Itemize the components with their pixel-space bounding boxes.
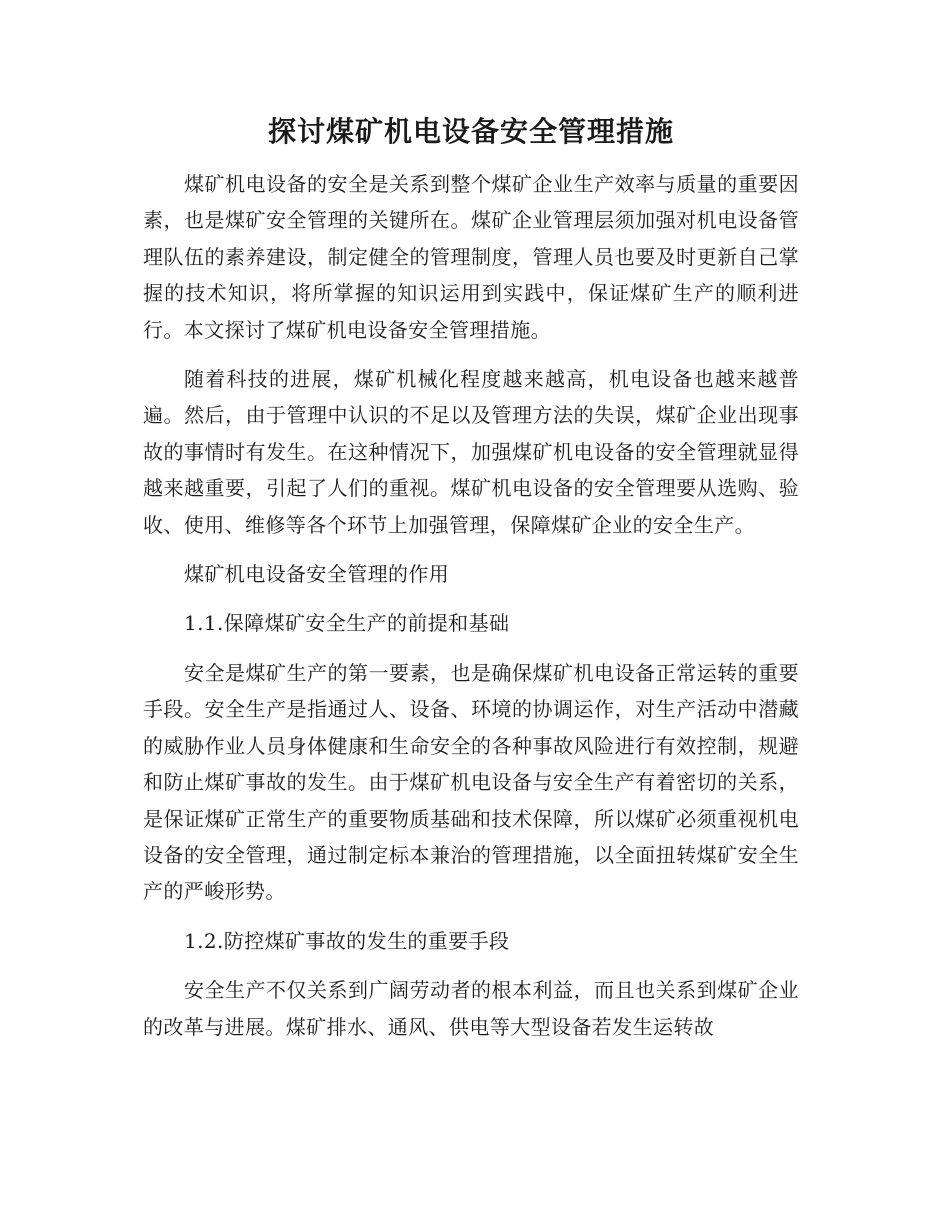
body-paragraph: 安全生产不仅关系到广阔劳动者的根本利益，而且也关系到煤矿企业的改革与进展。煤矿排水、通风、供电等大型设备若发生运转故 bbox=[143, 978, 799, 1039]
document-title: 探讨煤矿机电设备安全管理措施 bbox=[267, 115, 674, 148]
intro-paragraph: 煤矿机电设备的安全是关系到整个煤矿企业生产效率与质量的重要因素，也是煤矿安全管理的关键所在。煤矿企业管理层须加强对机电设备管理队伍的素养建设，制定健全的管理制度，管理人员也要及时更新自己掌握的技术知识，将所掌握的知识运用到实践中，保证煤矿生产的顺利进行。本文探讨了煤矿机电设备安全管理措施。 bbox=[143, 172, 799, 342]
background-paragraph: 随着科技的进展，煤矿机械化程度越来越高，机电设备也越来越普遍。然后，由于管理中认识的不足以及管理方法的失误，煤矿企业出现事故的事情时有发生。在这种情况下，加强煤矿机电设备的安全管理就显得越来越重要，引起了人们的重视。煤矿机电设备的安全管理要从选购、验收、使用、维修等各个环节上加强管理，保障煤矿企业的安全生产。 bbox=[143, 367, 799, 537]
document-body bbox=[143, 108, 799, 1045]
subsection-heading-1-2: 1.2.防控煤矿事故的发生的重要手段 bbox=[184, 928, 510, 953]
body-paragraph: 安全是煤矿生产的第一要素，也是确保煤矿机电设备正常运转的重要手段。安全生产是指通过人、设备、环境的协调运作，对生产活动中潜藏的威胁作业人员身体健康和生命安全的各种事故风险进行有效控制，规避和防止煤矿事故的发生。由于煤矿机电设备与安全生产有着密切的关系，是保证煤矿正常生产的重要物质基础和技术保障，所以煤矿必须重视机电设备的安全管理，通过制定标本兼治的管理措施，以全面扭转煤矿安全生产的严峻形势。 bbox=[143, 660, 799, 904]
section-heading: 煤矿机电设备安全管理的作用 bbox=[184, 562, 450, 587]
subsection-heading-1-1: 1.1.保障煤矿安全生产的前提和基础 bbox=[184, 611, 510, 636]
